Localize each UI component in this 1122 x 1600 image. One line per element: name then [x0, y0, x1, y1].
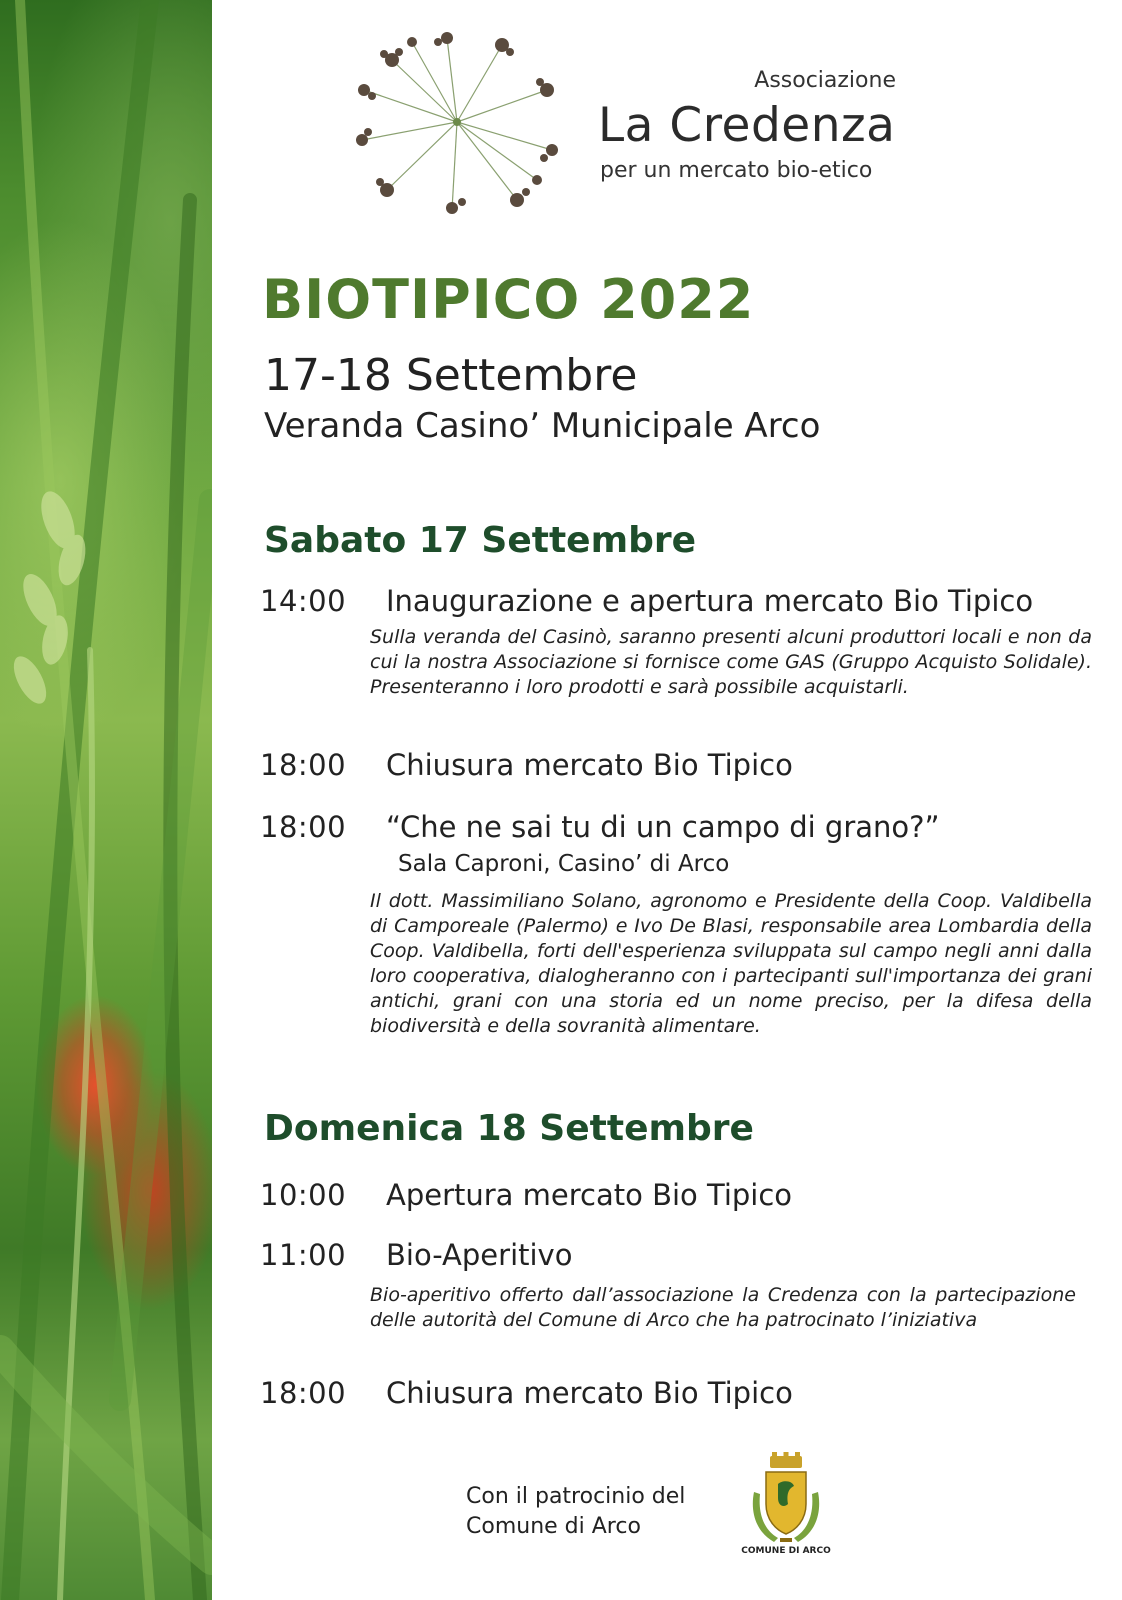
- association-label: Associazione: [754, 68, 896, 93]
- event-time: 18:00: [260, 810, 347, 844]
- wheat-stalks-illustration: [0, 0, 212, 1600]
- event-venue: Veranda Casino’ Municipale Arco: [264, 406, 821, 446]
- event-time: 14:00: [260, 584, 347, 618]
- event-item-title: Chiusura mercato Bio Tipico: [386, 748, 793, 782]
- dandelion-logo-icon: [352, 30, 562, 215]
- event-dates: 17-18 Settembre: [264, 350, 638, 401]
- event-item-description: Bio-aperitivo offerto dall’associazione la Credenza con la partecipazione delle autorità del Comune di Arco che ha patrocinato l’iniziativa: [370, 1284, 1076, 1331]
- event-item-description: Il dott. Massimiliano Solano, agronomo e Presidente della Coop. Valdibella di Camporeale (Palermo) e Ivo De Blasi, responsabile area Lombardia della Coop. Valdibella, forti dell'esperienza sviluppata sul campo negli anni dalla loro cooperativa, dialogheranno con i partecipanti sull'importanza dei grani antichi, grani con una storia ed un nome preciso, per la difesa della biodiversità e della sovranità alimentare.: [370, 890, 1092, 1037]
- event-item-title: Apertura mercato Bio Tipico: [386, 1178, 793, 1212]
- event-time: 11:00: [260, 1238, 347, 1272]
- sunday-heading: Domenica 18 Settembre: [264, 1108, 754, 1149]
- event-time: 10:00: [260, 1178, 347, 1212]
- event-item-description: Sulla veranda del Casinò, saranno presenti alcuni produttori locali e non da cui la nostra Associazione si fornisce come GAS (Gruppo Acquisto Solidale). Presenteranno i loro prodotti e sarà possibile acquistarli.: [370, 626, 1092, 698]
- association-tagline: per un mercato bio-etico: [600, 158, 873, 183]
- event-item-title: Inaugurazione e apertura mercato Bio Tipico: [386, 584, 1034, 618]
- event-time: 18:00: [260, 1376, 347, 1410]
- wheat-poppy-photo-strip: [0, 0, 212, 1600]
- saturday-heading: Sabato 17 Settembre: [264, 520, 697, 561]
- event-time: 18:00: [260, 748, 347, 782]
- event-title: BIOTIPICO 2022: [262, 268, 755, 331]
- patronage-text-line2: Comune di Arco: [466, 1514, 641, 1539]
- event-item-title: Chiusura mercato Bio Tipico: [386, 1376, 793, 1410]
- event-item-title: “Che ne sai tu di un campo di grano?”: [386, 810, 940, 844]
- patronage-text-line1: Con il patrocinio del: [466, 1484, 686, 1509]
- municipal-crest-icon: [748, 1452, 824, 1548]
- event-item-location: Sala Caproni, Casino’ di Arco: [398, 851, 730, 877]
- crest-caption: COMUNE DI ARCO: [741, 1546, 831, 1556]
- event-item-title: Bio-Aperitivo: [386, 1238, 573, 1272]
- association-name: La Credenza: [598, 98, 896, 153]
